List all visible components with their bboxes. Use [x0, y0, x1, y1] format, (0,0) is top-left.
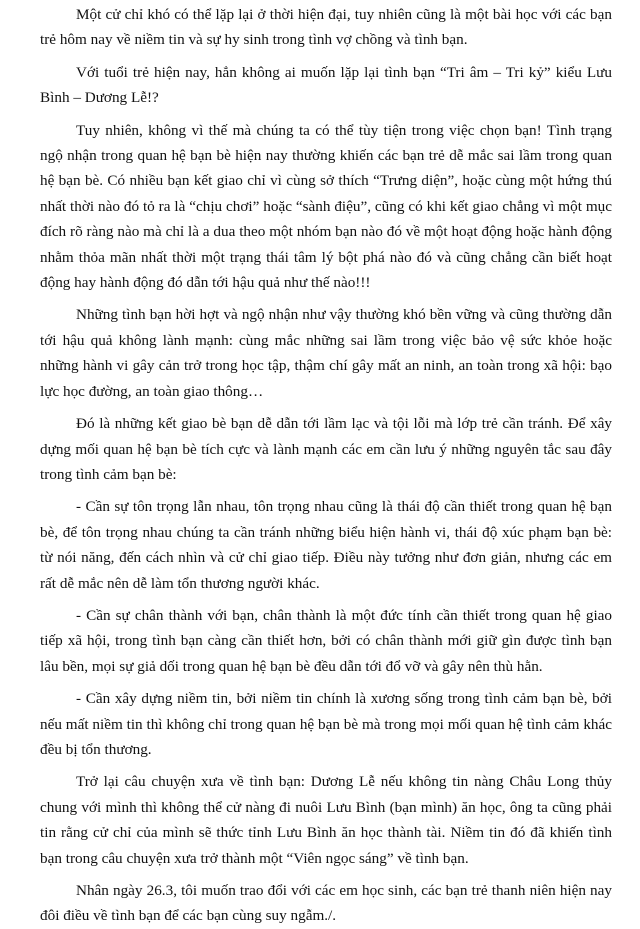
paragraph-principles-intro: Đó là những kết giao bè bạn dễ dẫn tới lầm lạc và tội lỗi mà lớp trẻ cần tránh. Để xây dựng mối quan hệ bạn bè tích cực và lành mạnh các em cần lưu ý những nguyên tắc sau đây trong tình cảm bạn bè: [40, 415, 612, 483]
paragraph-principle-trust: - Cần xây dựng niềm tin, bởi niềm tin chính là xương sống trong tình cảm bạn bè, bởi nếu mất niềm tin thì không chỉ trong quan hệ bạn bè mà trong mọi mối quan hệ tình cảm khác đều bị tổn thương. [40, 690, 612, 758]
paragraph-shallow-friendships: Những tình bạn hời hợt và ngộ nhận như vậy thường khó bền vững và cũng thường dẫn tới hậu quả không lành mạnh: cùng mắc những sai lầm trong việc bảo vệ sức khỏe hoặc những hành vi gây cản trở trong học tập, thậm chí gây mất an ninh, an toàn trong xã hội: bạo lực học đường, an toàn giao thông… [40, 306, 612, 400]
paragraph-old-story: Trở lại câu chuyện xưa về tình bạn: Dương Lễ nếu không tin nàng Châu Long thủy chung với mình thì không thể cử nàng đi nuôi Lưu Bình (bạn mình) ăn học, ông ta cũng phải tin rằng cử chỉ của mình sẽ thức tỉnh Lưu Bình ăn học thành tài. Niềm tin đó đã khiến tình bạn trong câu chuyện xưa trở thành một “Viên ngọc sáng” về tình bạn. [40, 773, 612, 867]
paragraph-principle-respect: - Cần sự tôn trọng lẫn nhau, tôn trọng nhau cũng là thái độ cần thiết trong quan hệ bạn bè, để tôn trọng nhau chúng ta cần tránh những biểu hiện hành vi, thái độ xúc phạm bạn bè: từ nói năng, đến cách nhìn và cử chỉ giao tiếp. Điều này tưởng như đơn giản, nhưng các em rất dễ mắc nên dễ làm tổn thương người khác. [40, 498, 612, 592]
paragraph-tri-am-tri-ky: Với tuổi trẻ hiện nay, hẳn không ai muốn lặp lại tình bạn “Tri âm – Tri kỷ” kiểu Lưu Bình – Dương Lễ!? [40, 63, 612, 107]
document-body [40, 2, 612, 929]
paragraph-choosing-friends: Tuy nhiên, không vì thế mà chúng ta có thể tùy tiện trong việc chọn bạn! Tình trạng ngộ nhận trong quan hệ bạn bè hiện nay thường khiến các bạn trẻ dễ mắc sai lầm trong quan hệ bạn bè. Có nhiều bạn kết giao chỉ vì cùng sở thích “Trưng diện”, hoặc cùng một hứng thú nhất thời nào đó tỏ ra là “chịu chơi” hoặc “sành điệu”, cũng có khi kết giao chẳng vì một mục đích rõ ràng nào mà chỉ là a dua theo một nhóm bạn nào đó về một hoạt động hoặc hành động nhằm thỏa mãn nhất thời một trạng thái tâm lý bột phá nào đó và cũng chẳng cần biết hoạt động hay hành động đó dẫn tới hậu quả như thế nào!!! [40, 121, 612, 292]
paragraph-principle-sincerity: - Cần sự chân thành với bạn, chân thành là một đức tính cần thiết trong quan hệ giao tiếp xã hội, trong tình bạn càng cần thiết hơn, bởi có chân thành mới giữ gìn được tình bạn lâu bền, mọi sự giả dối trong quan hệ bạn bè đều dẫn tới đổ vỡ và gây nên thù hằn. [40, 606, 612, 675]
paragraph-intro: Một cử chỉ khó có thể lặp lại ở thời hiện đại, tuy nhiên cũng là một bài học với các bạn trẻ hôm nay về niềm tin và sự hy sinh trong tình vợ chồng và tình bạn. [40, 6, 612, 49]
paragraph-closing: Nhân ngày 26.3, tôi muốn trao đổi với các em học sinh, các bạn trẻ thanh niên hiện nay đôi điều về tình bạn để các bạn cùng suy ngẫm./. [40, 882, 612, 925]
